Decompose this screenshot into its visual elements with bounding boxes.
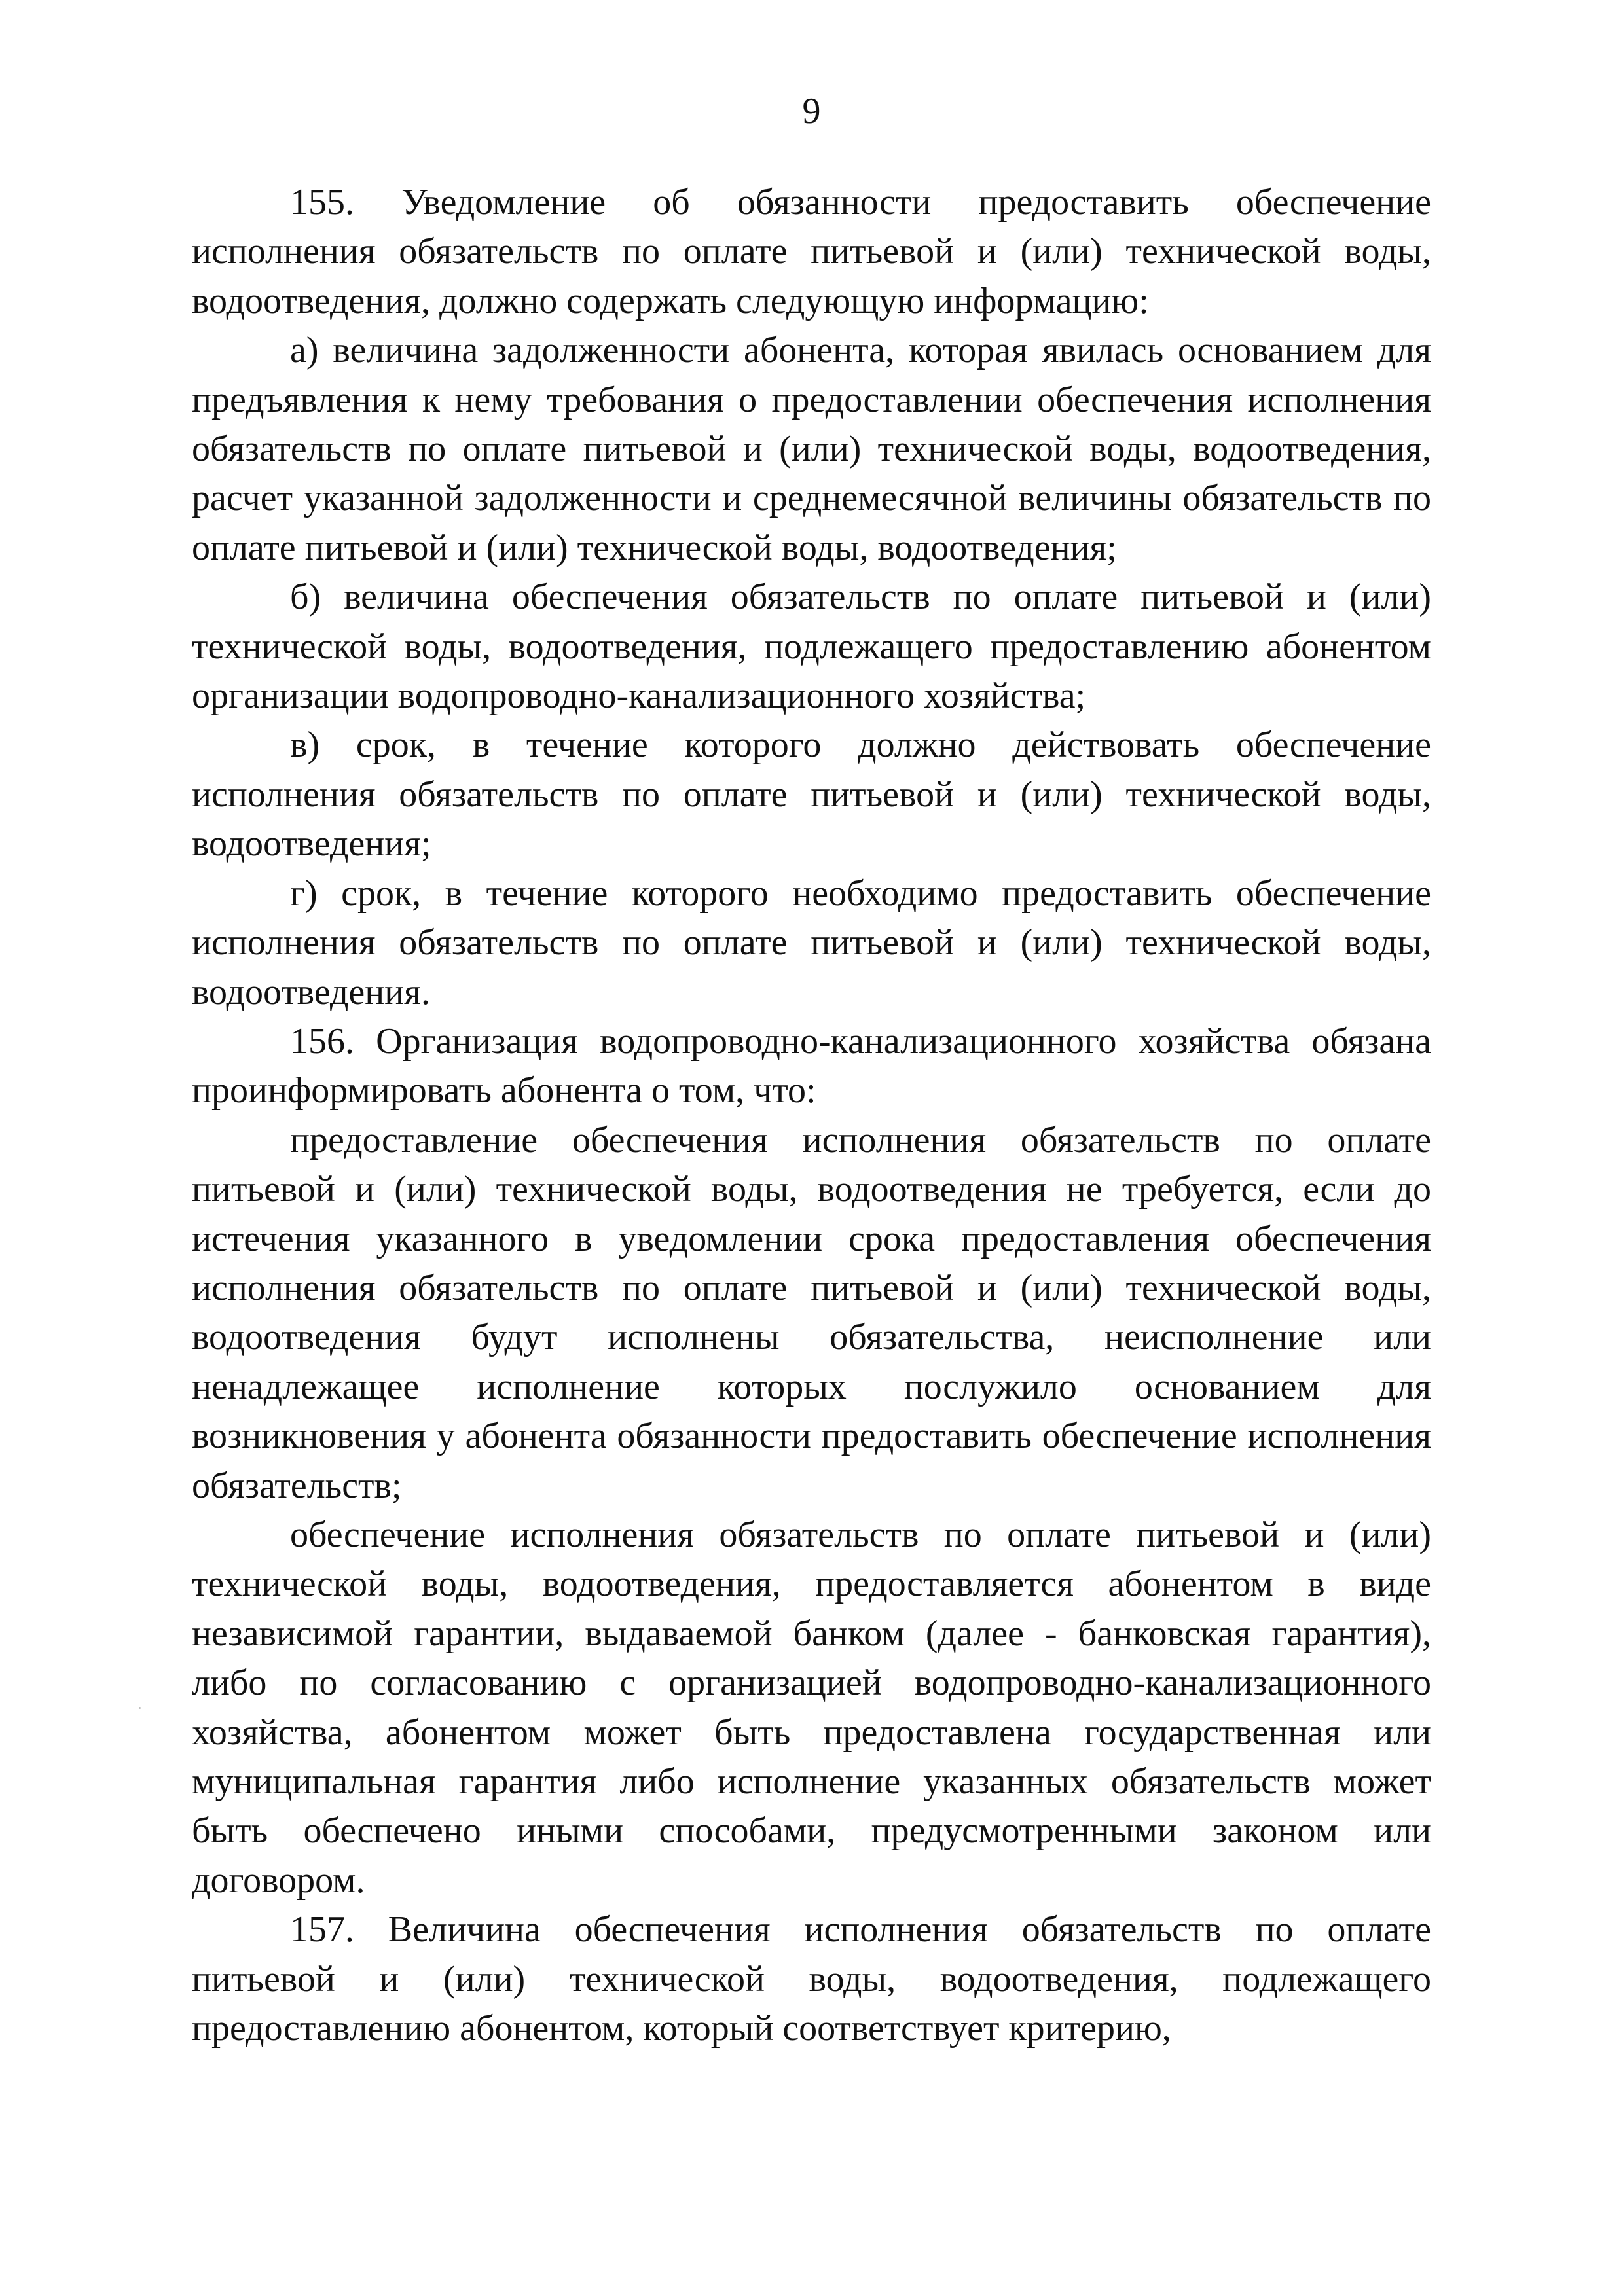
paragraph-156-clause-2: обеспечение исполнения обязательств по оплате питьевой и (или) технической воды, водоотведения, предоставляется абонентом в виде независимой гарантии, выдаваемой банком (далее - банковская гарантия), либо по согласованию с организацией водопроводно-канализационного хозяйства, абонентом может быть предоставлена государственная или муниципальная гарантия либо исполнение указанных обязательств может быть обеспечено иными способами, предусмотренными законом или договором. [192,1514,1431,1901]
paragraph-155: 155. Уведомление об обязанности предоставить обеспечение исполнения обязательств по оплате питьевой и (или) технической воды, водоотведения, должно содержать следующую информацию: [192,182,1431,321]
list-item-v: в) срок, в течение которого должно действовать обеспечение исполнения обязательств по оплате питьевой и (или) технической воды, водоотведения; [192,725,1431,865]
document-body [192,178,1431,2053]
list-item-a: а) величина задолженности абонента, которая явилась основанием для предъявления к нему требования о предоставлении обеспечения исполнения обязательств по оплате питьевой и (или) технической воды, водоотведения, расчет указанной задолженности и среднемесячной величины обязательств по оплате питьевой и (или) технической воды, водоотведения; [192,330,1431,568]
paragraph-156: 156. Организация водопроводно-канализационного хозяйства обязана проинформировать абонента о том, что: [192,1020,1431,1111]
paragraph-157: 157. Величина обеспечения исполнения обязательств по оплате питьевой и (или) технической воды, водоотведения, подлежащего предоставлению абонентом, который соответствует критерию, [192,1909,1431,2049]
list-item-b: б) величина обеспечения обязательств по оплате питьевой и (или) технической воды, водоотведения, подлежащего предоставлению абонентом организации водопроводно-канализационного хозяйства; [192,577,1431,717]
list-item-g: г) срок, в течение которого необходимо предоставить обеспечение исполнения обязательств по оплате питьевой и (или) технической воды, водоотведения. [192,872,1431,1013]
page-number: 9 [802,91,821,132]
scan-speck [139,1707,141,1709]
paragraph-156-clause-1: предоставление обеспечения исполнения обязательств по оплате питьевой и (или) технической воды, водоотведения не требуется, если до истечения указанного в уведомлении срока предоставления обеспечения исполнения обязательств по оплате питьевой и (или) технической воды, водоотведения будут исполнены обязательства, неисполнение или ненадлежащее исполнение которых послужило основанием для возникновения у абонента обязанности предоставить обеспечение исполнения обязательств; [192,1119,1431,1506]
